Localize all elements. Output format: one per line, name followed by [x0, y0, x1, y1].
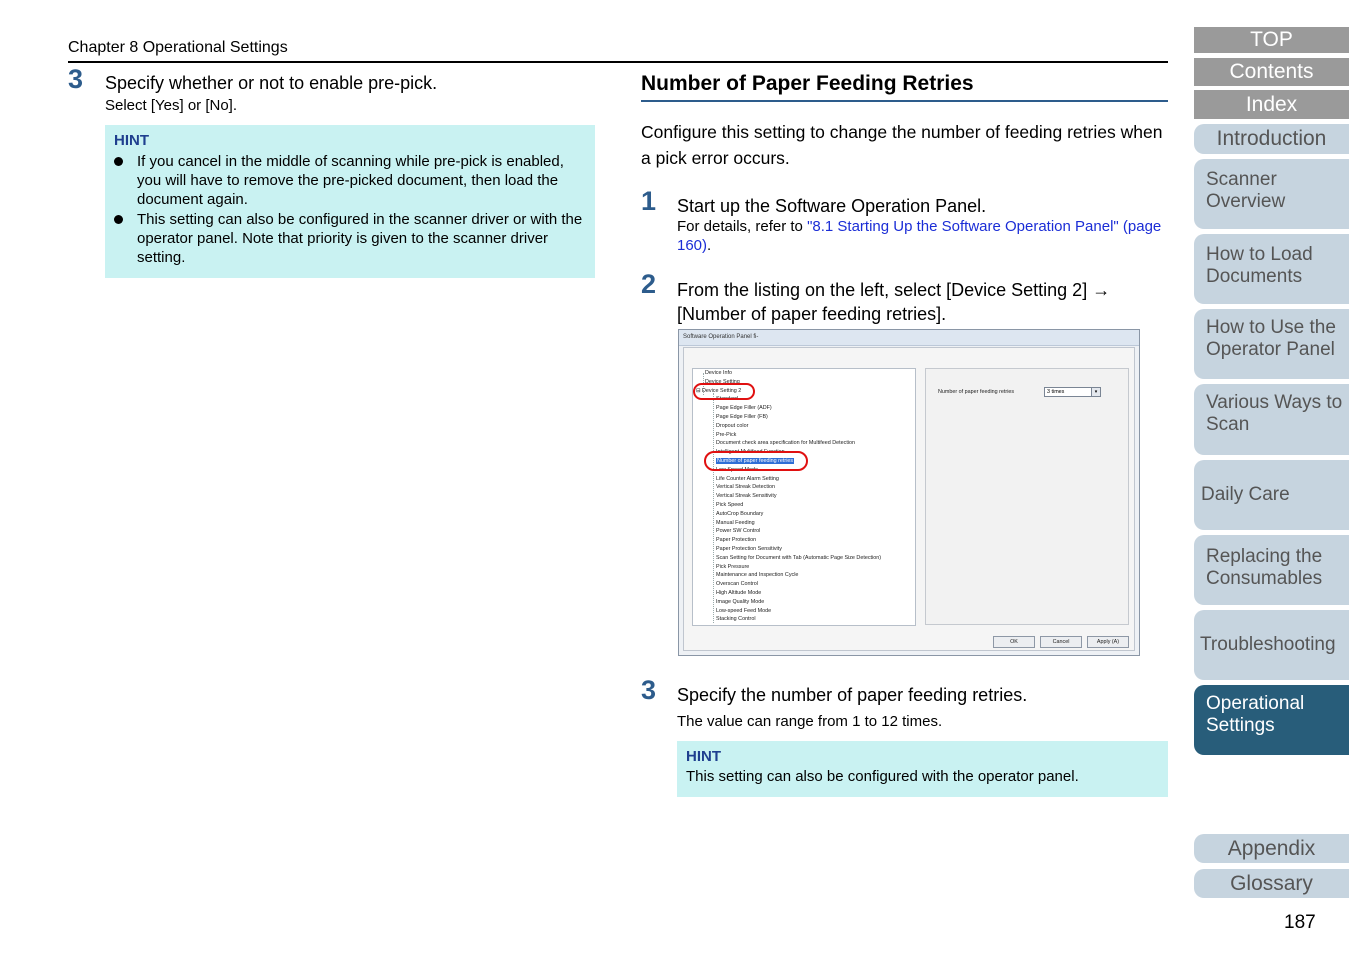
section-intro: Configure this setting to change the number of feeding retries when a pick error occurs.	[641, 122, 1163, 168]
nav-tab-daily-care[interactable]: Daily Care	[1194, 460, 1349, 530]
page-number: 187	[1284, 912, 1316, 933]
tree-item[interactable]: High Altitude Mode	[716, 590, 762, 596]
tree-item[interactable]: Document check area specification for Multifeed Detection	[716, 440, 856, 447]
tree-item[interactable]: Dropout color	[716, 422, 749, 429]
nav-tab-troubleshooting[interactable]: Troubleshooting	[1194, 610, 1349, 680]
tree-item[interactable]: Standard	[716, 396, 738, 403]
step-number: 2	[641, 269, 657, 299]
step-title: Start up the Software Operation Panel.	[677, 196, 987, 216]
tree-item[interactable]: Paper Protection Sensitivity	[716, 546, 782, 552]
tree-item[interactable]: AutoCrop Boundary	[716, 510, 764, 517]
hint-text: This setting can also be configured with the operator panel.	[686, 768, 1079, 785]
tree-item[interactable]: Vertical Streak Sensitivity	[716, 493, 777, 500]
settings-tree[interactable]	[692, 368, 916, 626]
tree-item[interactable]: Paper Protection	[716, 537, 757, 544]
step-number: 3	[641, 675, 657, 705]
tree-item[interactable]: Manual Feeding	[716, 519, 755, 526]
step-number: 3	[68, 64, 84, 94]
tree-item[interactable]: Pick Speed	[716, 502, 744, 508]
tree-item[interactable]: Stacking Control	[716, 616, 756, 623]
tree-item[interactable]: Life Counter Alarm Setting	[716, 475, 779, 482]
tree-item[interactable]: Maintenance and Inspection Cycle	[716, 572, 799, 579]
field-label: Number of paper feeding retries	[938, 389, 1015, 395]
nav-tab-scanner-overview[interactable]: Scanner Overview	[1194, 159, 1349, 229]
nav-index-button[interactable]: Index	[1194, 90, 1349, 119]
hint-list	[105, 152, 589, 267]
step-title: Specify the number of paper feeding retries.	[677, 685, 1028, 705]
highlight-ring-device-setting-2	[693, 383, 755, 403]
nav-tab-how-to-load-documents[interactable]: How to Load Documents	[1194, 234, 1349, 304]
tree-item[interactable]: Power SW Control	[716, 528, 761, 535]
tree-item[interactable]: Pick Pressure	[716, 563, 750, 570]
step-detail: The value can range from 1 to 12 times.	[677, 713, 943, 730]
nav-introduction-tab[interactable]: Introduction	[1194, 124, 1349, 154]
nav-tab-operator-panel[interactable]: How to Use the Operator Panel	[1194, 309, 1349, 379]
retries-select-value: 3 times	[1047, 389, 1065, 395]
step-detail	[677, 217, 1167, 255]
hint-box	[105, 125, 595, 278]
tree-item[interactable]: Device Setting	[705, 378, 740, 385]
apply-button[interactable]: Apply (A)	[1087, 636, 1129, 648]
window-title: Software Operation Panel fi-	[683, 334, 759, 340]
header-rule	[68, 61, 1168, 63]
hint-item: If you cancel in the middle of scanning while pre-pick is enabled, you will have to remove the pre-picked document, then load the document again.	[105, 152, 589, 209]
cancel-button[interactable]: Cancel	[1040, 636, 1082, 648]
nav-contents-button[interactable]: Contents	[1194, 58, 1349, 86]
nav-top-button[interactable]: TOP	[1194, 27, 1349, 53]
retries-select[interactable]	[1044, 387, 1101, 397]
highlight-ring-number-of-retries	[704, 451, 808, 471]
ok-button[interactable]: OK	[993, 636, 1035, 648]
section-rule	[641, 100, 1168, 102]
tree-item[interactable]: Device Info	[705, 370, 732, 376]
nav-tab-replacing-consumables[interactable]: Replacing the Consumables	[1194, 535, 1349, 605]
step-detail: Select [Yes] or [No].	[105, 97, 238, 114]
nav-glossary-tab[interactable]: Glossary	[1194, 869, 1349, 898]
tree-item[interactable]: Low-speed Feed Mode	[716, 607, 772, 614]
tree-item[interactable]: Page Edge Filler (ADF)	[716, 405, 772, 412]
tree-item[interactable]: ⊟ Device Setting 2	[696, 387, 742, 394]
tree-item[interactable]: Intelligent Multifeed Function	[716, 449, 785, 456]
hint-title: HINT	[114, 132, 149, 149]
tree-item[interactable]: Low Speed Mode	[716, 466, 758, 473]
tree-item[interactable]: Pre-Pick	[716, 431, 737, 438]
window-titlebar	[679, 330, 1139, 346]
chapter-header: Chapter 8 Operational Settings	[68, 39, 288, 56]
tree-item-selected[interactable]: Number of paper feeding retries	[717, 458, 794, 464]
tree-item[interactable]: Page Edge Filler (FB)	[716, 414, 768, 420]
hint-box	[677, 741, 1168, 797]
tree-item[interactable]: Overscan Control	[716, 581, 758, 588]
hint-item: This setting can also be configured in the scanner driver or with the operator panel. Note that priority is given to the scanner driver setting.	[105, 210, 589, 267]
tree-item[interactable]: Image Quality Mode	[716, 598, 765, 605]
software-operation-panel-screenshot	[678, 329, 1140, 656]
tree-line	[713, 393, 714, 623]
step-number: 1	[641, 186, 657, 216]
step-detail-suffix: .	[707, 237, 712, 254]
tree-item[interactable]: Vertical Streak Detection	[716, 484, 776, 491]
chevron-down-icon[interactable]: ▾	[1091, 388, 1100, 396]
step-detail-prefix: For details, refer to	[677, 218, 808, 235]
step-title: From the listing on the left, select [Device Setting 2] → [Number of paper feeding retries].	[677, 280, 1111, 324]
section-title: Number of Paper Feeding Retries	[641, 72, 974, 95]
tree-item[interactable]: Scan Setting for Document with Tab (Automatic Page Size Detection)	[716, 554, 881, 561]
settings-panel	[925, 368, 1129, 625]
step-title: Specify whether or not to enable pre-pick.	[105, 73, 438, 93]
hint-title: HINT	[686, 748, 721, 765]
nav-appendix-tab[interactable]: Appendix	[1194, 834, 1349, 863]
nav-tab-various-ways-to-scan[interactable]: Various Ways to Scan	[1194, 384, 1349, 455]
nav-tab-operational-settings[interactable]: Operational Settings	[1194, 685, 1349, 755]
section-link[interactable]: "8.1 Starting Up the Software Operation Panel" (page 160)	[677, 218, 1162, 254]
